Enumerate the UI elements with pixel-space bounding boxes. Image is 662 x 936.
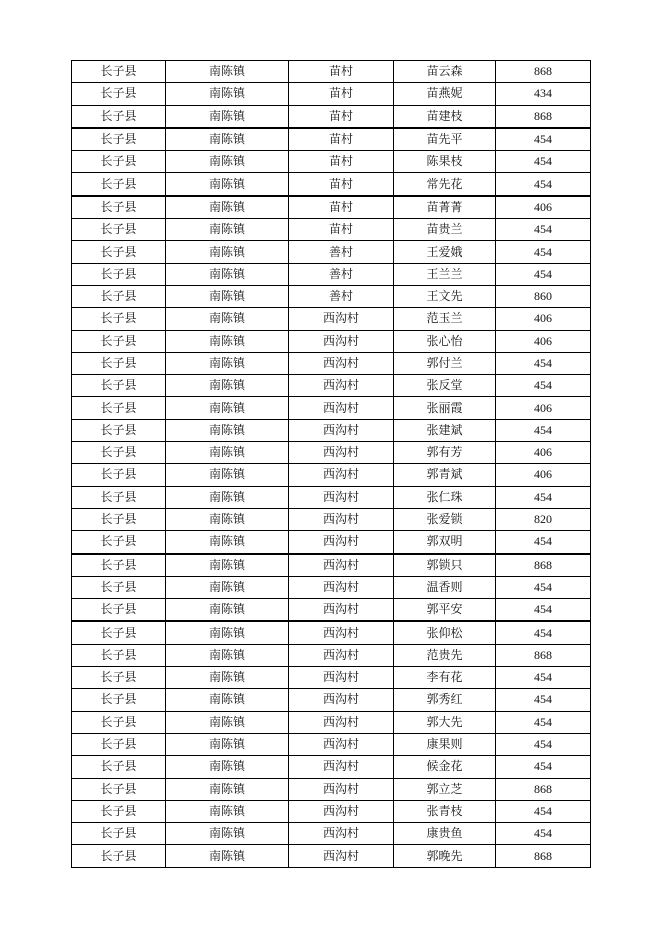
village-cell: 西沟村 [289,308,394,330]
amount-cell: 454 [496,173,591,196]
table-row [72,375,591,397]
table-row [72,61,591,83]
name-cell: 常先花 [394,173,496,196]
town-cell: 南陈镇 [166,464,289,486]
amount-cell: 454 [496,352,591,374]
amount-cell: 454 [496,733,591,755]
town-cell: 南陈镇 [166,531,289,554]
amount-cell: 454 [496,419,591,441]
amount-cell: 406 [496,464,591,486]
town-cell: 南陈镇 [166,263,289,285]
county-cell: 长子县 [72,778,166,800]
county-cell: 长子县 [72,644,166,666]
name-cell: 苗云森 [394,61,496,83]
town-cell: 南陈镇 [166,554,289,577]
amount-cell: 406 [496,330,591,352]
town-cell: 南陈镇 [166,105,289,128]
table-row [72,196,591,219]
name-cell: 郭有芳 [394,442,496,464]
amount-cell: 454 [496,756,591,778]
amount-cell: 454 [496,576,591,598]
village-cell: 苗村 [289,173,394,196]
name-cell: 苗菁菁 [394,196,496,219]
county-cell: 长子县 [72,845,166,867]
table-row [72,823,591,845]
town-cell: 南陈镇 [166,330,289,352]
amount-cell: 406 [496,308,591,330]
table-row [72,397,591,419]
town-cell: 南陈镇 [166,419,289,441]
name-cell: 郭大先 [394,711,496,733]
county-cell: 长子县 [72,621,166,644]
name-cell: 苗建枝 [394,105,496,128]
table-row [72,219,591,241]
county-cell: 长子县 [72,105,166,128]
name-cell: 张反堂 [394,375,496,397]
amount-cell: 454 [496,823,591,845]
county-cell: 长子县 [72,576,166,598]
amount-cell: 406 [496,397,591,419]
county-cell: 长子县 [72,151,166,173]
name-cell: 王爱娥 [394,241,496,263]
table-row [72,711,591,733]
town-cell: 南陈镇 [166,621,289,644]
county-cell: 长子县 [72,173,166,196]
town-cell: 南陈镇 [166,219,289,241]
amount-cell: 454 [496,375,591,397]
table-row [72,330,591,352]
village-cell: 苗村 [289,128,394,151]
table-row [72,576,591,598]
amount-cell: 454 [496,711,591,733]
name-cell: 郭立芝 [394,778,496,800]
name-cell: 张仁珠 [394,486,496,508]
town-cell: 南陈镇 [166,599,289,622]
town-cell: 南陈镇 [166,756,289,778]
town-cell: 南陈镇 [166,823,289,845]
county-cell: 长子县 [72,711,166,733]
name-cell: 康果则 [394,733,496,755]
county-cell: 长子县 [72,800,166,822]
village-cell: 西沟村 [289,352,394,374]
amount-cell: 454 [496,531,591,554]
town-cell: 南陈镇 [166,508,289,530]
name-cell: 张心怡 [394,330,496,352]
table-row [72,263,591,285]
county-cell: 长子县 [72,352,166,374]
table-row [72,285,591,307]
village-cell: 西沟村 [289,845,394,867]
table-row [72,845,591,867]
table-row [72,352,591,374]
county-cell: 长子县 [72,823,166,845]
village-cell: 西沟村 [289,823,394,845]
name-cell: 张仰松 [394,621,496,644]
county-cell: 长子县 [72,733,166,755]
village-cell: 西沟村 [289,599,394,622]
name-cell: 温香则 [394,576,496,598]
amount-cell: 820 [496,508,591,530]
village-cell: 善村 [289,241,394,263]
village-cell: 西沟村 [289,621,394,644]
amount-cell: 454 [496,241,591,263]
town-cell: 南陈镇 [166,778,289,800]
table-row [72,667,591,689]
town-cell: 南陈镇 [166,375,289,397]
town-cell: 南陈镇 [166,241,289,263]
county-cell: 长子县 [72,667,166,689]
amount-cell: 434 [496,83,591,105]
amount-cell: 868 [496,845,591,867]
village-cell: 苗村 [289,219,394,241]
table-row [72,778,591,800]
county-cell: 长子县 [72,330,166,352]
town-cell: 南陈镇 [166,644,289,666]
town-cell: 南陈镇 [166,352,289,374]
village-cell: 苗村 [289,105,394,128]
name-cell: 郭秀红 [394,689,496,711]
name-cell: 王文先 [394,285,496,307]
town-cell: 南陈镇 [166,83,289,105]
amount-cell: 454 [496,219,591,241]
name-cell: 李有花 [394,667,496,689]
table-row [72,419,591,441]
county-cell: 长子县 [72,61,166,83]
village-cell: 西沟村 [289,442,394,464]
village-cell: 西沟村 [289,486,394,508]
amount-cell: 454 [496,128,591,151]
name-cell: 郭晚先 [394,845,496,867]
name-cell: 康贵鱼 [394,823,496,845]
town-cell: 南陈镇 [166,486,289,508]
county-cell: 长子县 [72,464,166,486]
town-cell: 南陈镇 [166,61,289,83]
village-cell: 西沟村 [289,644,394,666]
county-cell: 长子县 [72,397,166,419]
county-cell: 长子县 [72,375,166,397]
county-cell: 长子县 [72,196,166,219]
county-cell: 长子县 [72,508,166,530]
county-cell: 长子县 [72,442,166,464]
town-cell: 南陈镇 [166,196,289,219]
village-cell: 西沟村 [289,375,394,397]
village-cell: 西沟村 [289,464,394,486]
amount-cell: 868 [496,554,591,577]
table-row [72,531,591,554]
amount-cell: 406 [496,442,591,464]
name-cell: 苗燕妮 [394,83,496,105]
county-cell: 长子县 [72,419,166,441]
county-cell: 长子县 [72,128,166,151]
town-cell: 南陈镇 [166,397,289,419]
town-cell: 南陈镇 [166,151,289,173]
name-cell: 郭双明 [394,531,496,554]
village-cell: 善村 [289,285,394,307]
town-cell: 南陈镇 [166,285,289,307]
name-cell: 张丽霞 [394,397,496,419]
table-row [72,644,591,666]
name-cell: 范玉兰 [394,308,496,330]
village-cell: 西沟村 [289,800,394,822]
table-row [72,486,591,508]
village-cell: 西沟村 [289,397,394,419]
county-cell: 长子县 [72,241,166,263]
county-cell: 长子县 [72,285,166,307]
county-cell: 长子县 [72,308,166,330]
table-body [72,61,591,868]
village-cell: 苗村 [289,151,394,173]
amount-cell: 454 [496,263,591,285]
county-cell: 长子县 [72,531,166,554]
village-cell: 西沟村 [289,508,394,530]
table-row [72,105,591,128]
village-cell: 西沟村 [289,756,394,778]
name-cell: 王兰兰 [394,263,496,285]
village-cell: 苗村 [289,61,394,83]
village-cell: 西沟村 [289,711,394,733]
table-row [72,800,591,822]
town-cell: 南陈镇 [166,689,289,711]
name-cell: 张建斌 [394,419,496,441]
town-cell: 南陈镇 [166,667,289,689]
table-row [72,442,591,464]
county-cell: 长子县 [72,219,166,241]
amount-cell: 454 [496,486,591,508]
name-cell: 范贵先 [394,644,496,666]
amount-cell: 454 [496,151,591,173]
town-cell: 南陈镇 [166,308,289,330]
table-row [72,464,591,486]
name-cell: 张青枝 [394,800,496,822]
name-cell: 陈果枝 [394,151,496,173]
town-cell: 南陈镇 [166,173,289,196]
table-row [72,173,591,196]
amount-cell: 454 [496,800,591,822]
county-cell: 长子县 [72,486,166,508]
table-row [72,308,591,330]
table-row [72,756,591,778]
village-cell: 西沟村 [289,419,394,441]
town-cell: 南陈镇 [166,128,289,151]
town-cell: 南陈镇 [166,442,289,464]
amount-cell: 868 [496,644,591,666]
amount-cell: 454 [496,689,591,711]
village-cell: 西沟村 [289,733,394,755]
county-cell: 长子县 [72,263,166,285]
name-cell: 苗先平 [394,128,496,151]
name-cell: 苗贵兰 [394,219,496,241]
table-row [72,241,591,263]
village-cell: 西沟村 [289,576,394,598]
amount-cell: 406 [496,196,591,219]
village-cell: 西沟村 [289,554,394,577]
village-cell: 苗村 [289,196,394,219]
town-cell: 南陈镇 [166,800,289,822]
town-cell: 南陈镇 [166,845,289,867]
village-cell: 西沟村 [289,330,394,352]
name-cell: 郭付兰 [394,352,496,374]
village-cell: 西沟村 [289,667,394,689]
county-cell: 长子县 [72,83,166,105]
town-cell: 南陈镇 [166,576,289,598]
name-cell: 郭青斌 [394,464,496,486]
table-row [72,508,591,530]
county-cell: 长子县 [72,599,166,622]
amount-cell: 454 [496,621,591,644]
table-row [72,554,591,577]
table-row [72,83,591,105]
table-row [72,689,591,711]
name-cell: 郭锁只 [394,554,496,577]
table-row [72,599,591,622]
county-cell: 长子县 [72,689,166,711]
name-cell: 候金花 [394,756,496,778]
amount-cell: 868 [496,778,591,800]
name-cell: 郭平安 [394,599,496,622]
village-cell: 苗村 [289,83,394,105]
data-table [71,60,591,868]
town-cell: 南陈镇 [166,733,289,755]
town-cell: 南陈镇 [166,711,289,733]
table-row [72,733,591,755]
table-row [72,151,591,173]
village-cell: 西沟村 [289,778,394,800]
village-cell: 西沟村 [289,689,394,711]
amount-cell: 868 [496,61,591,83]
amount-cell: 860 [496,285,591,307]
amount-cell: 454 [496,667,591,689]
amount-cell: 868 [496,105,591,128]
table-row [72,128,591,151]
county-cell: 长子县 [72,756,166,778]
name-cell: 张爱锁 [394,508,496,530]
table-row [72,621,591,644]
amount-cell: 454 [496,599,591,622]
county-cell: 长子县 [72,554,166,577]
village-cell: 西沟村 [289,531,394,554]
village-cell: 善村 [289,263,394,285]
